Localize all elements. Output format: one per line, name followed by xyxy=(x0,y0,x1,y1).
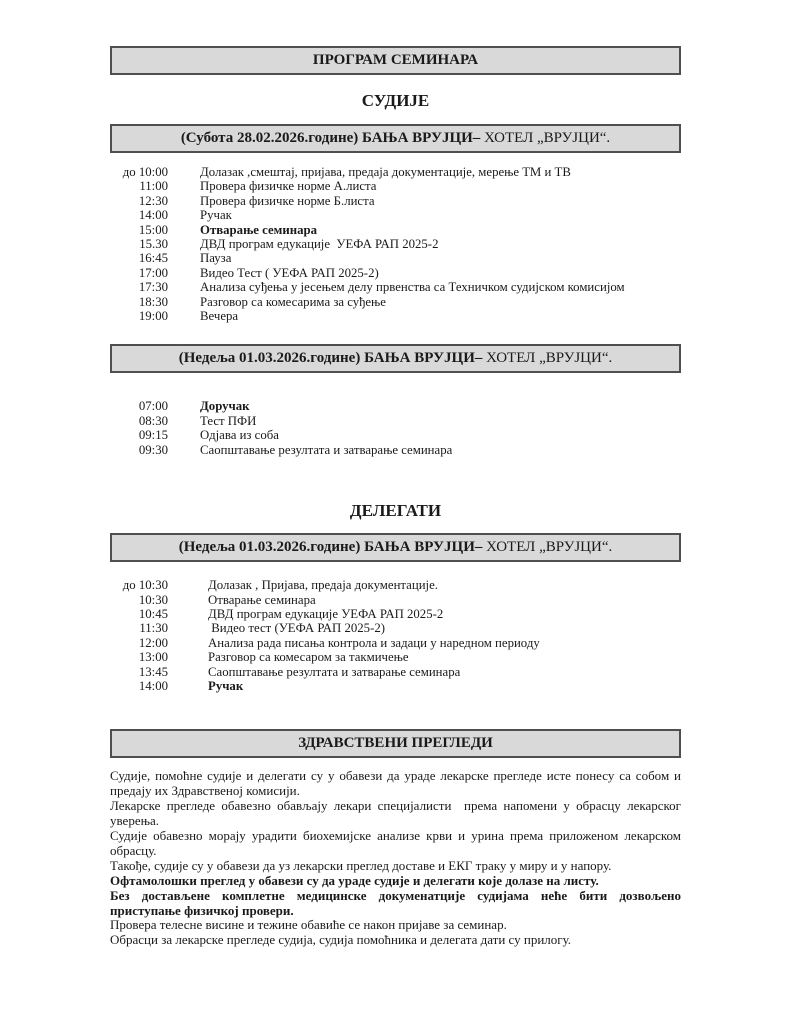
health-paragraph: Провера телесне висине и тежине обавиће се након пријаве за семинар. xyxy=(110,917,507,933)
schedule-time: 11:00 xyxy=(139,179,168,194)
schedule-row xyxy=(110,165,681,179)
schedule-row xyxy=(110,237,681,251)
schedule-row xyxy=(110,428,681,442)
judges-day1-header-date: (Субота 28.02.2026.године) БАЊА ВРУЈЦИ– xyxy=(180,130,481,146)
schedule-row xyxy=(110,650,681,664)
schedule-row xyxy=(110,679,681,693)
schedule-activity: Долазак ,смештај, пријава, предаја документације, мерење ТМ и ТВ xyxy=(200,165,571,179)
health-paragraph: Без достављене комплетне медицинске докуменатције судијама неће бити дозвољено приступање физичкој провери. xyxy=(110,887,685,918)
schedule-activity: Саопштавање резултата и затварање семинара xyxy=(200,442,453,457)
schedule-row xyxy=(110,251,681,265)
schedule-time: 15:00 xyxy=(138,222,168,237)
schedule-time: 11:30 xyxy=(139,621,168,636)
health-paragraph: Лекарске прегледе обавезно обављају лекари специјалисти према напомени у обрасцу лекарског уверења. xyxy=(110,798,685,829)
schedule-activity: Вечера xyxy=(200,309,239,324)
schedule-time: 08:30 xyxy=(138,413,168,428)
schedule-time: 13:45 xyxy=(138,664,168,679)
judges-day2-header-date: (Недеља 01.03.2026.године) БАЊА ВРУЈЦИ– xyxy=(178,350,483,367)
health-title: ЗДРАВСТВЕНИ ПРЕГЛЕДИ xyxy=(298,735,493,752)
delegates-day-header-bar xyxy=(110,533,681,562)
schedule-activity: Провера физичке норме Б.листа xyxy=(200,193,375,208)
schedule-activity: Пауза xyxy=(200,251,232,266)
schedule-row xyxy=(110,179,681,193)
schedule-activity: Видео Тест ( УЕФА РАП 2025-2) xyxy=(200,265,379,280)
schedule-row xyxy=(110,223,681,237)
schedule-time: 19:00 xyxy=(138,309,168,324)
schedule-activity: Отварање семинара xyxy=(200,222,318,237)
schedule-activity: Анализа суђења у јесењем делу првенства са Техничком судијском комисијом xyxy=(200,280,625,295)
judges-day1-header-hotel: ХОТЕЛ „ВРУЈЦИ“. xyxy=(480,130,611,146)
schedule-time: 10:30 xyxy=(138,592,168,607)
schedule-row xyxy=(110,593,681,607)
delegates-section-title: ДЕЛЕГАТИ xyxy=(349,501,442,521)
schedule-time: 14:00 xyxy=(138,208,168,223)
schedule-time: до 10:30 xyxy=(122,578,168,593)
schedule-activity: Анализа рада писања контрола и задаци у наредном периоду xyxy=(208,635,540,650)
judges-day2-schedule xyxy=(110,399,681,457)
health-paragraph: Такође, судије су у обавези да уз лекарски преглед доставе и ЕКГ траку у миру и у напору. xyxy=(110,857,612,873)
schedule-row xyxy=(110,208,681,222)
schedule-activity: Тест ПФИ xyxy=(200,413,257,428)
schedule-row xyxy=(110,607,681,621)
health-paragraph: Судије обавезно морају урадити биохемијске анализе крви и урина према приложеном лекарском обрасцу. xyxy=(110,827,685,858)
schedule-activity: Отварање семинара xyxy=(208,592,316,607)
judges-section-title: СУДИЈЕ xyxy=(361,91,430,110)
schedule-row xyxy=(110,665,681,679)
schedule-activity: Ручак xyxy=(200,208,232,223)
judges-day1-schedule xyxy=(110,165,681,323)
schedule-time: 10:45 xyxy=(138,606,168,621)
schedule-time: 18:30 xyxy=(138,294,168,309)
judges-day2-header-bar xyxy=(110,344,681,373)
judges-day2-header-hotel: ХОТЕЛ „ВРУЈЦИ“. xyxy=(482,350,613,367)
schedule-row xyxy=(110,636,681,650)
health-paragraphs xyxy=(110,768,685,948)
document-content xyxy=(110,46,685,948)
schedule-row xyxy=(110,399,681,413)
delegates-day-header-hotel: ХОТЕЛ „ВРУЈЦИ“. xyxy=(482,539,613,556)
health-paragraph: Офтамолошки преглед у обавези су да ураде судије и делегати које долазе на листу. xyxy=(110,872,599,888)
schedule-time: 17:00 xyxy=(138,265,168,280)
program-title-bar xyxy=(110,46,681,75)
schedule-time: 17:30 xyxy=(138,280,168,295)
schedule-activity: Видео тест (УЕФА РАП 2025-2) xyxy=(208,621,385,636)
schedule-row xyxy=(110,309,681,323)
schedule-activity: Долазак , Пријава, предаја документације. xyxy=(208,578,438,593)
schedule-time: 12:00 xyxy=(138,635,168,650)
schedule-activity: Разговор са комесаром за такмичење xyxy=(208,650,409,665)
schedule-activity: ДВД програм едукације УЕФА РАП 2025-2 xyxy=(200,237,439,252)
schedule-row xyxy=(110,414,681,428)
schedule-row xyxy=(110,194,681,208)
judges-day1-header-bar xyxy=(110,124,681,153)
schedule-activity: Одјава из соба xyxy=(200,428,279,443)
schedule-row xyxy=(110,295,681,309)
schedule-activity: ДВД програм едукације УЕФА РАП 2025-2 xyxy=(208,606,444,621)
schedule-activity: Ручак xyxy=(208,678,244,693)
schedule-row xyxy=(110,443,681,457)
schedule-time: 16:45 xyxy=(138,251,168,266)
schedule-activity: Провера физичке норме А.листа xyxy=(200,179,377,194)
health-title-bar xyxy=(110,729,681,758)
schedule-time: 07:00 xyxy=(138,399,168,414)
delegates-day-header-date: (Недеља 01.03.2026.године) БАЊА ВРУЈЦИ– xyxy=(178,539,483,556)
schedule-row xyxy=(110,578,681,592)
program-title: ПРОГРАМ СЕМИНАРА xyxy=(312,52,479,68)
schedule-activity: Разговор са комесарима за суђење xyxy=(200,294,386,309)
schedule-activity: Доручак xyxy=(200,399,250,414)
health-paragraph: Обрасци за лекарске прегледе судија, судија помоћника и делегата дати су прилогу. xyxy=(110,932,572,948)
schedule-time: 14:00 xyxy=(138,678,168,693)
schedule-activity: Саопштавање резултата и затварање семинара xyxy=(208,664,461,679)
schedule-time: 09:30 xyxy=(138,442,168,457)
schedule-time: 15.30 xyxy=(139,237,168,252)
delegates-day-schedule xyxy=(110,578,681,693)
schedule-row xyxy=(110,280,681,294)
schedule-time: до 10:00 xyxy=(122,165,168,179)
schedule-time: 12:30 xyxy=(138,193,168,208)
health-paragraph: Судије, помоћне судије и делегати су у обавези да ураде лекарске прегледе исте понесу са собом и предају их Здравственој комисији. xyxy=(110,768,685,799)
schedule-time: 13:00 xyxy=(138,650,168,665)
schedule-row xyxy=(110,266,681,280)
schedule-row xyxy=(110,621,681,635)
schedule-time: 09:15 xyxy=(138,428,168,443)
